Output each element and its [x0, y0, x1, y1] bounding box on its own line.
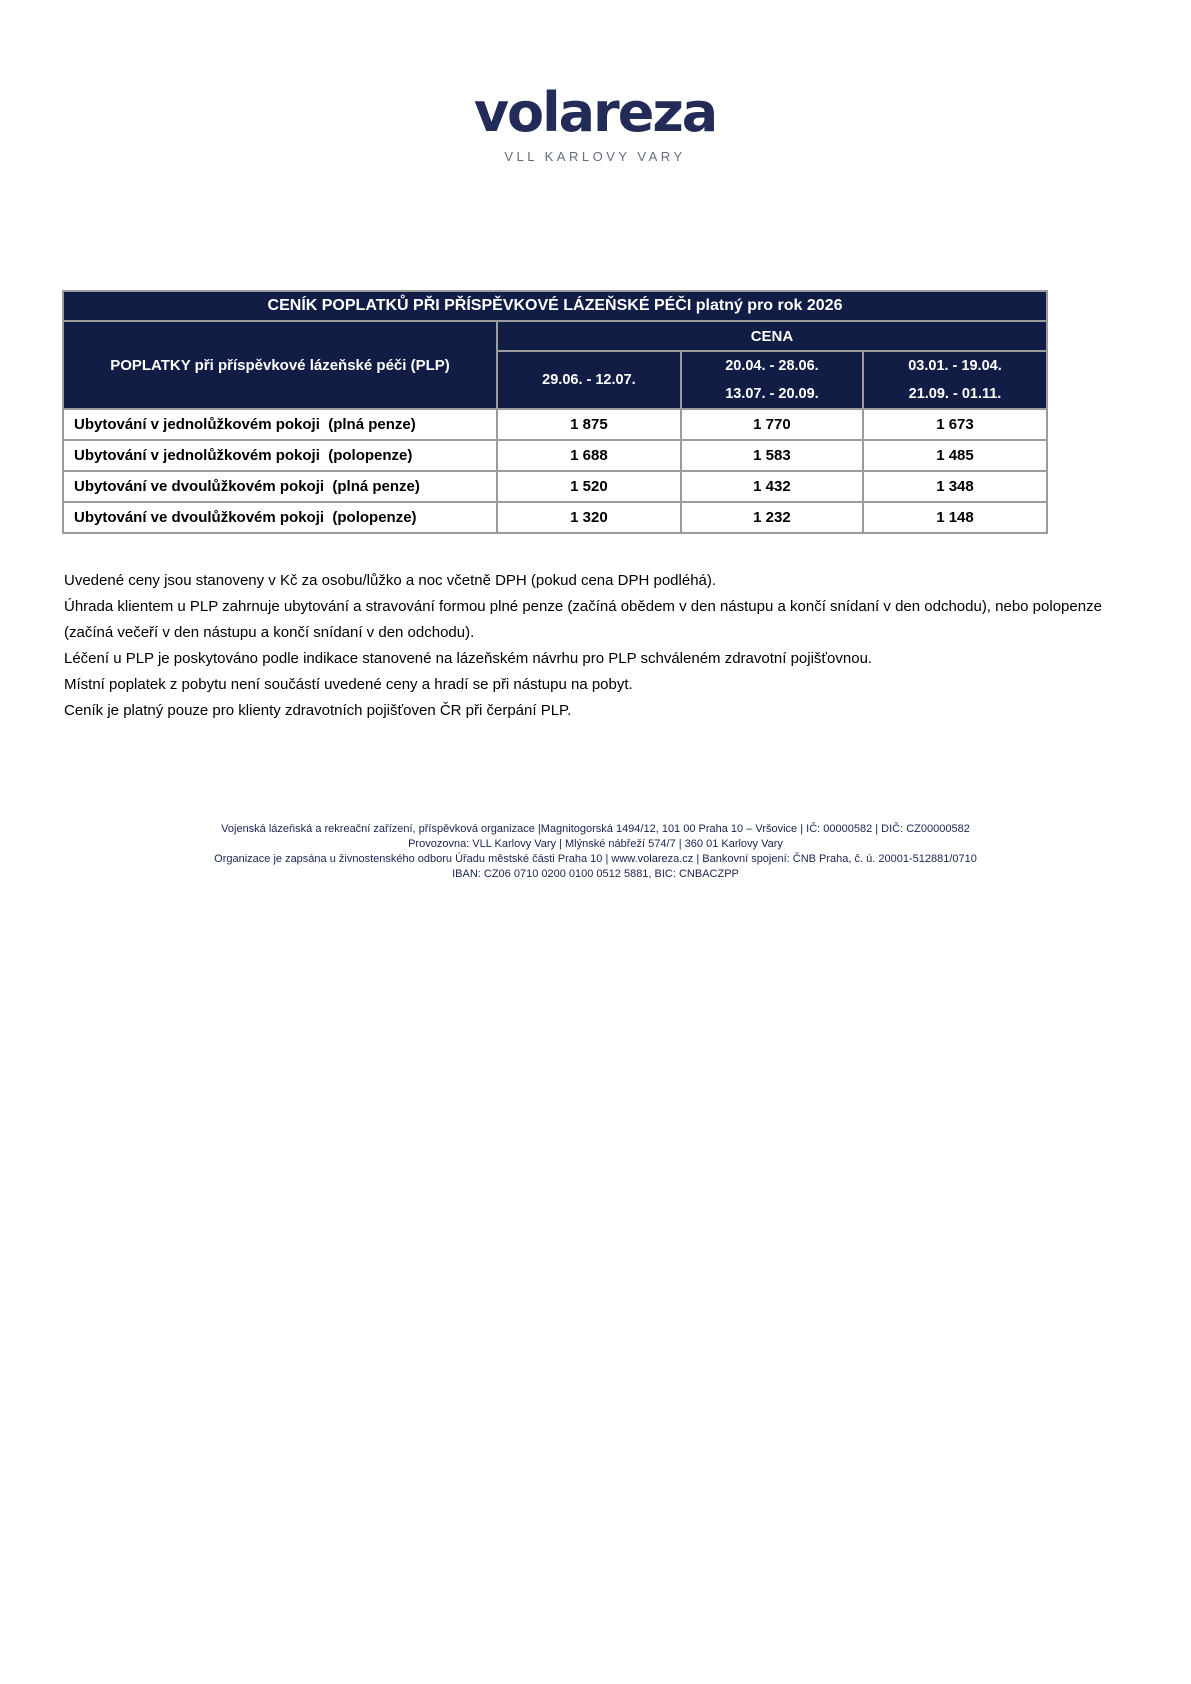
footer [0, 822, 1191, 882]
row-label: Ubytování v jednolůžkovém pokoji (polopenze) [63, 440, 497, 471]
price-cell: 1 432 [681, 471, 863, 502]
table-row [63, 502, 1047, 533]
table-row [63, 440, 1047, 471]
note-paragraph: Ceník je platný pouze pro klienty zdravotních pojišťoven ČR při čerpání PLP. [64, 702, 572, 719]
period-line: 21.09. - 01.11. [908, 386, 1002, 402]
notes [64, 568, 1140, 724]
footer-line: Vojenská lázeňská a rekreační zařízení, příspěvková organizace |Magnitogorská 1494/12, 101 00 Praha 10 – Vršovice | IČ: 00000582 | DIČ: CZ00000582 [221, 823, 970, 835]
price-cell: 1 673 [863, 409, 1047, 440]
period-line: 20.04. - 28.06. [725, 358, 819, 374]
price-cell: 1 485 [863, 440, 1047, 471]
row-label: Ubytování ve dvoulůžkovém pokoji (polopenze) [63, 502, 497, 533]
note-paragraph: Léčení u PLP je poskytováno podle indikace stanovené na lázeňském návrhu pro PLP schváleném zdravotní pojišťovnou. [64, 650, 873, 667]
period-header-2 [681, 351, 863, 409]
note-paragraph: Úhrada klientem u PLP zahrnuje ubytování a stravování formou plné penze (začíná obědem v den nástupu a končí snídaní v den odchodu), nebo polopenze (začíná večeří v den nástupu a končí snídaní v den odchodu). [64, 598, 1102, 641]
period-line: 29.06. - 12.07. [542, 372, 636, 388]
price-cell: 1 232 [681, 502, 863, 533]
row-label: Ubytování ve dvoulůžkovém pokoji (plná penze) [63, 471, 497, 502]
price-cell: 1 688 [497, 440, 681, 471]
row-label: Ubytování v jednolůžkovém pokoji (plná penze) [63, 409, 497, 440]
period-header-3 [863, 351, 1047, 409]
price-cell: 1 770 [681, 409, 863, 440]
price-cell: 1 348 [863, 471, 1047, 502]
brand-wordmark: volareza [473, 81, 717, 144]
period-line: 03.01. - 19.04. [908, 358, 1002, 374]
footer-line: IBAN: CZ06 0710 0200 0100 0512 5881, BIC: CNBACZPP [452, 868, 739, 880]
price-cell: 1 320 [497, 502, 681, 533]
column-header-poplatky: POPLATKY při příspěvkové lázeňské péči (PLP) [63, 321, 497, 409]
brand-subtitle: VLL KARLOVY VARY [504, 149, 686, 164]
table-group-header-row [63, 321, 1047, 351]
price-table [62, 290, 1048, 534]
column-group-header-cena: CENA [497, 321, 1047, 351]
table-title-row [63, 291, 1047, 321]
table-title: CENÍK POPLATKŮ PŘI PŘÍSPĚVKOVÉ LÁZEŇSKÉ PÉČI platný pro rok 2026 [63, 291, 1047, 321]
price-cell: 1 520 [497, 471, 681, 502]
note-paragraph: Místní poplatek z pobytu není součástí uvedené ceny a hradí se při nástupu na pobyt. [64, 676, 633, 693]
table-row [63, 409, 1047, 440]
footer-line: Organizace je zapsána u živnostenského odboru Úřadu městské části Praha 10 | www.volareza.cz | Bankovní spojení: ČNB Praha, č. ú. 20001-512881/0710 [214, 853, 977, 865]
price-cell: 1 148 [863, 502, 1047, 533]
price-cell: 1 875 [497, 409, 681, 440]
volareza-logo [473, 81, 717, 164]
price-cell: 1 583 [681, 440, 863, 471]
period-line: 13.07. - 20.09. [725, 386, 819, 402]
table-row [63, 471, 1047, 502]
note-paragraph: Uvedené ceny jsou stanoveny v Kč za osobu/lůžko a noc včetně DPH (pokud cena DPH podléhá). [64, 572, 717, 589]
period-header-1 [497, 351, 681, 409]
footer-line: Provozovna: VLL Karlovy Vary | Mlýnské nábřeží 574/7 | 360 01 Karlovy Vary [408, 838, 783, 850]
